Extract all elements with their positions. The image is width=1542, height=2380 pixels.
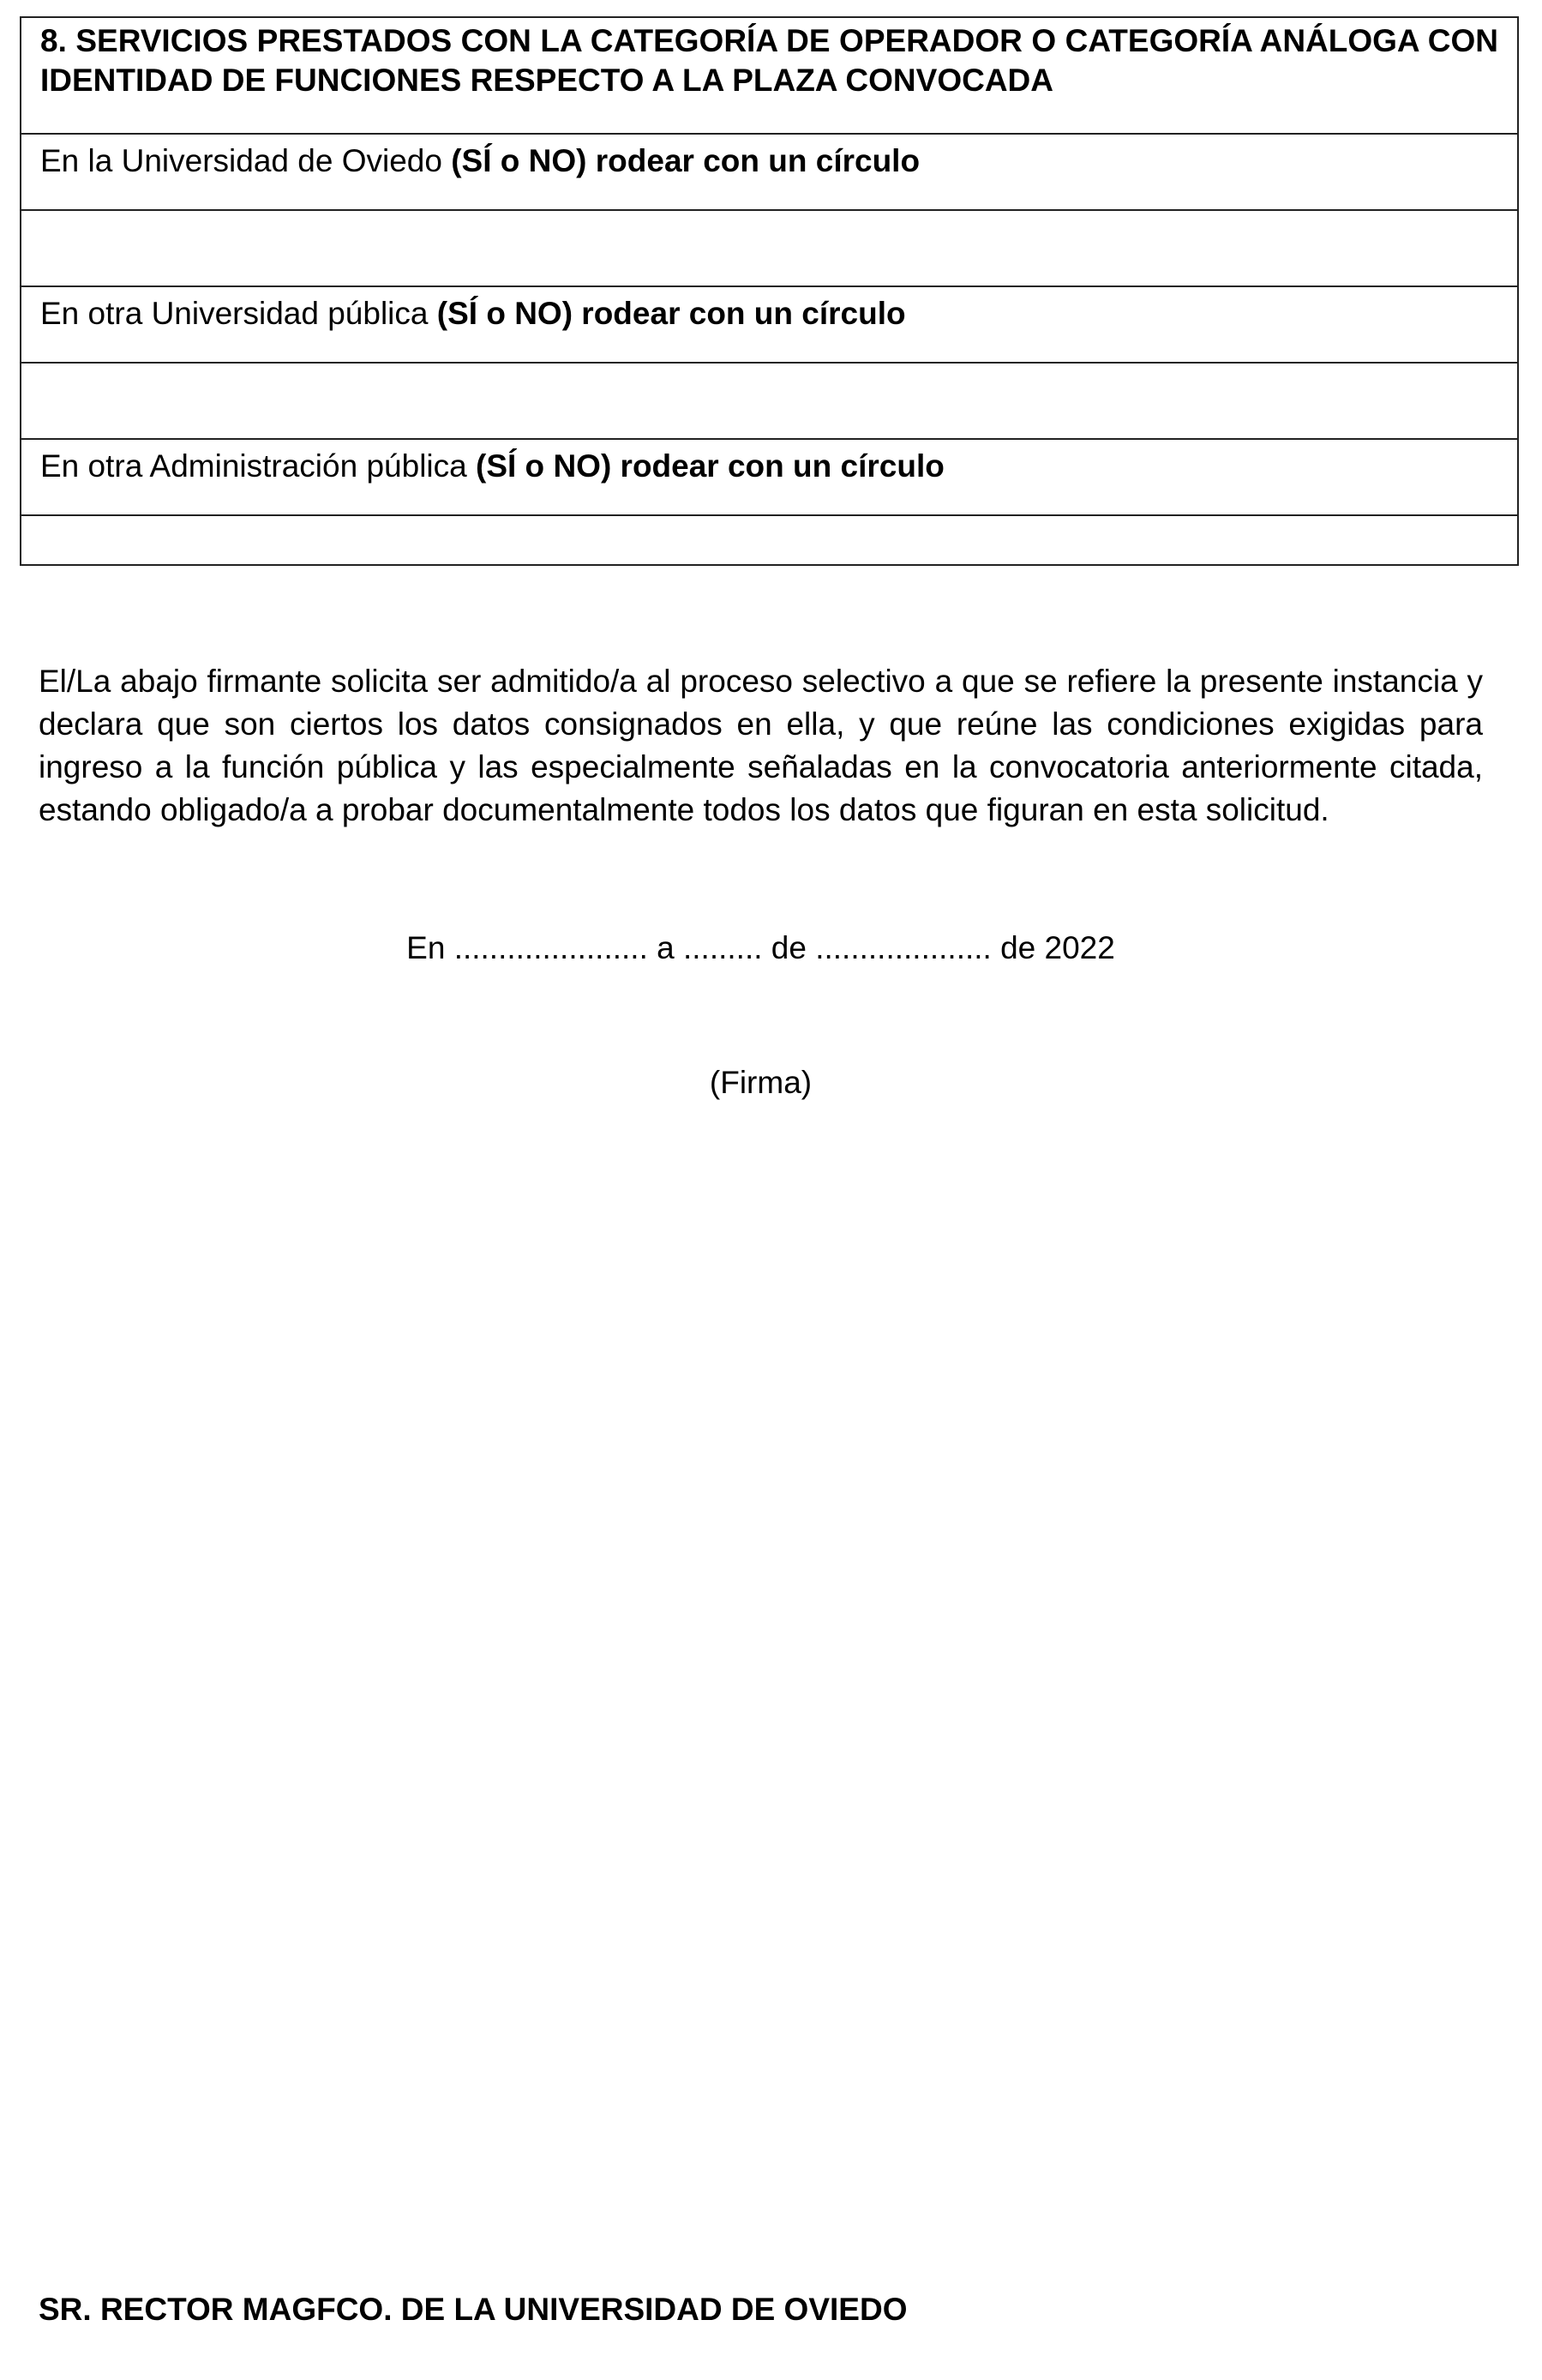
answer-row-other-university [21,363,1518,439]
question-label-other-university: En otra Universidad pública [40,296,437,331]
declaration-paragraph: El/La abajo firmante solicita ser admitido/a al proceso selectivo a que se refiere la presente instancia y declara que son ciertos los datos consignados en ella, y que reúne las condiciones exigidas para ingreso a la función pública y las especialmente señaladas en la convocatoria anteriormente citada, estando obligado/a a probar documentalmente todos los datos que figuran en esta solicitud. [39,664,1483,827]
date-line: En ...................... a ......... de .................... de 2022 [406,930,1115,965]
question-instruction-oviedo: (SÍ o NO) rodear con un círculo [451,143,921,178]
question-instruction-other-university: (SÍ o NO) rodear con un círculo [436,296,906,331]
question-cell-oviedo [21,134,1518,210]
question-row-oviedo [21,134,1518,210]
question-label-other-administration: En otra Administración pública [40,448,476,484]
signature-label: (Firma) [709,1065,813,1100]
answer-row-oviedo [21,210,1518,286]
question-label-oviedo: En la Universidad de Oviedo [40,143,452,178]
answer-field-other-administration[interactable] [21,515,1518,565]
question-cell-other-administration [21,439,1518,515]
section-header-cell [21,17,1518,134]
question-row-other-university [21,286,1518,363]
addressee: SR. RECTOR MAGFCO. DE LA UNIVERSIDAD DE OVIEDO [39,2292,908,2327]
section-header-row [21,17,1518,134]
question-row-other-administration [21,439,1518,515]
answer-field-oviedo[interactable] [21,210,1518,286]
services-table [20,16,1519,566]
question-cell-other-university [21,286,1518,363]
section-heading: 8. SERVICIOS PRESTADOS CON LA CATEGORÍA DE OPERADOR O CATEGORÍA ANÁLOGA CON IDENTIDAD DE FUNCIONES RESPECTO A LA PLAZA CONVOCADA [40,23,1498,98]
question-instruction-other-administration: (SÍ o NO) rodear con un círculo [476,448,945,484]
answer-row-other-administration [21,515,1518,565]
answer-field-other-university[interactable] [21,363,1518,439]
